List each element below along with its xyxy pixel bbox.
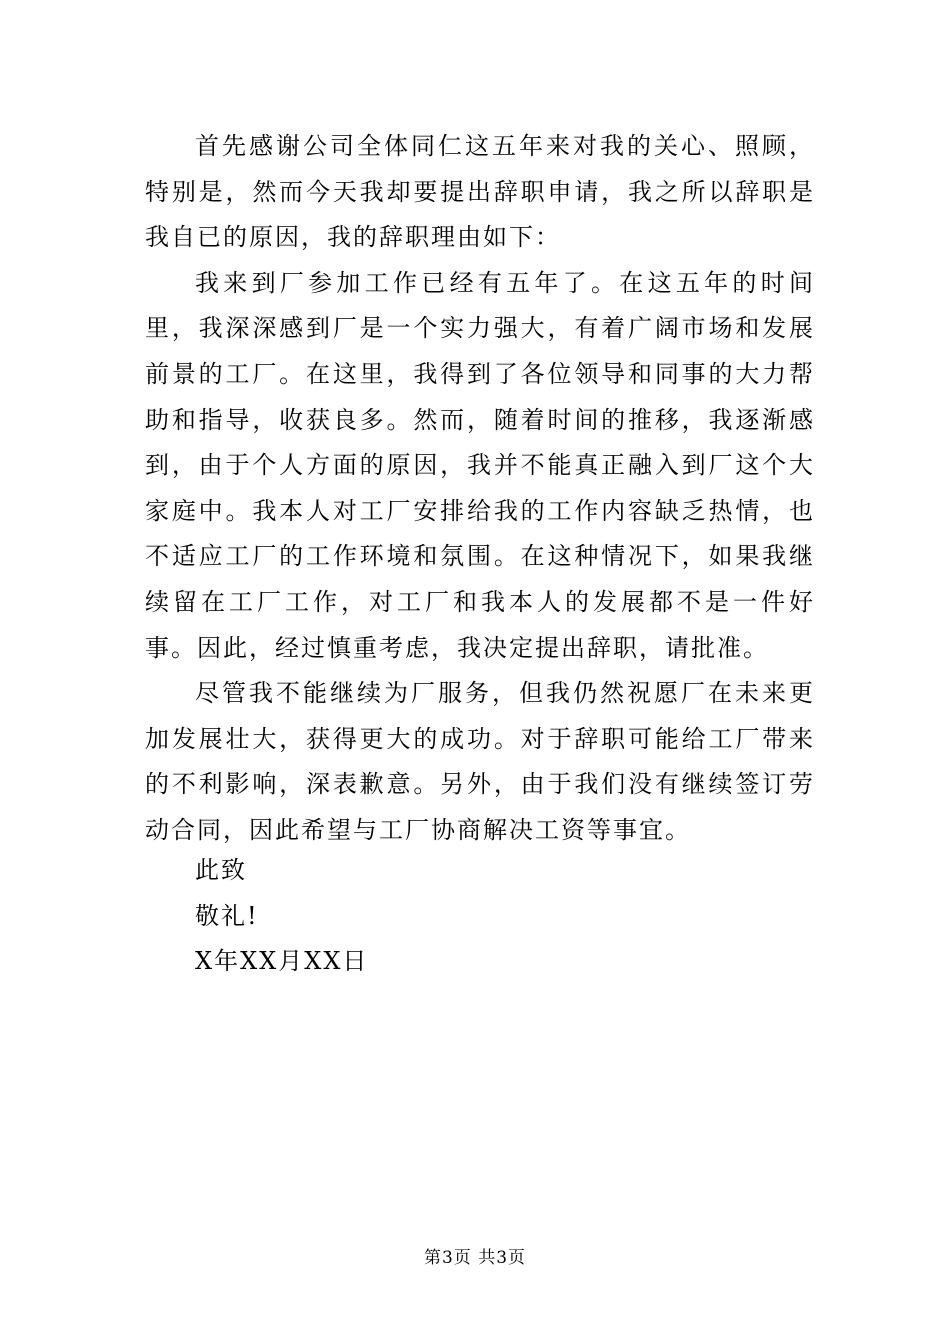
letter-closing bbox=[195, 848, 368, 985]
letter-body bbox=[145, 124, 815, 854]
paragraph-reason: 我来到厂参加工作已经有五年了。在这五年的时间里，我深深感到厂是一个实力强大，有着广阔市场和发展前景的工厂。在这里，我得到了各位领导和同事的大力帮助和指导，收获良多。然而，随着时间的推移，我逐渐感到，由于个人方面的原因，我并不能真正融入到厂这个大家庭中。我本人对工厂安排给我的工作内容缺乏热情，也不适应工厂的工作环境和氛围。在这种情况下，如果我继续留在工厂工作，对工厂和我本人的发展都不是一件好事。因此，经过慎重考虑，我决定提出辞职，请批准。 bbox=[145, 268, 815, 662]
closing-salutation: 此致 bbox=[195, 856, 247, 884]
paragraph-wishes: 尽管我不能继续为厂服务，但我仍然祝愿厂在未来更加发展壮大，获得更大的成功。对于辞职可能给工厂带来的不利影响，深表歉意。另外，由于我们没有继续签订劳动合同，因此希望与工厂协商解决工资等事宜。 bbox=[145, 679, 815, 844]
paragraph-opening: 首先感谢公司全体同仁这五年来对我的关心、照顾，特别是，然而今天我却要提出辞职申请，我之所以辞职是我自已的原因，我的辞职理由如下： bbox=[145, 132, 815, 252]
letter-date: X年XX月XX日 bbox=[195, 947, 369, 976]
page-footer: 第3页 共3页 bbox=[423, 1248, 527, 1268]
closing-regards: 敬礼! bbox=[195, 901, 259, 930]
